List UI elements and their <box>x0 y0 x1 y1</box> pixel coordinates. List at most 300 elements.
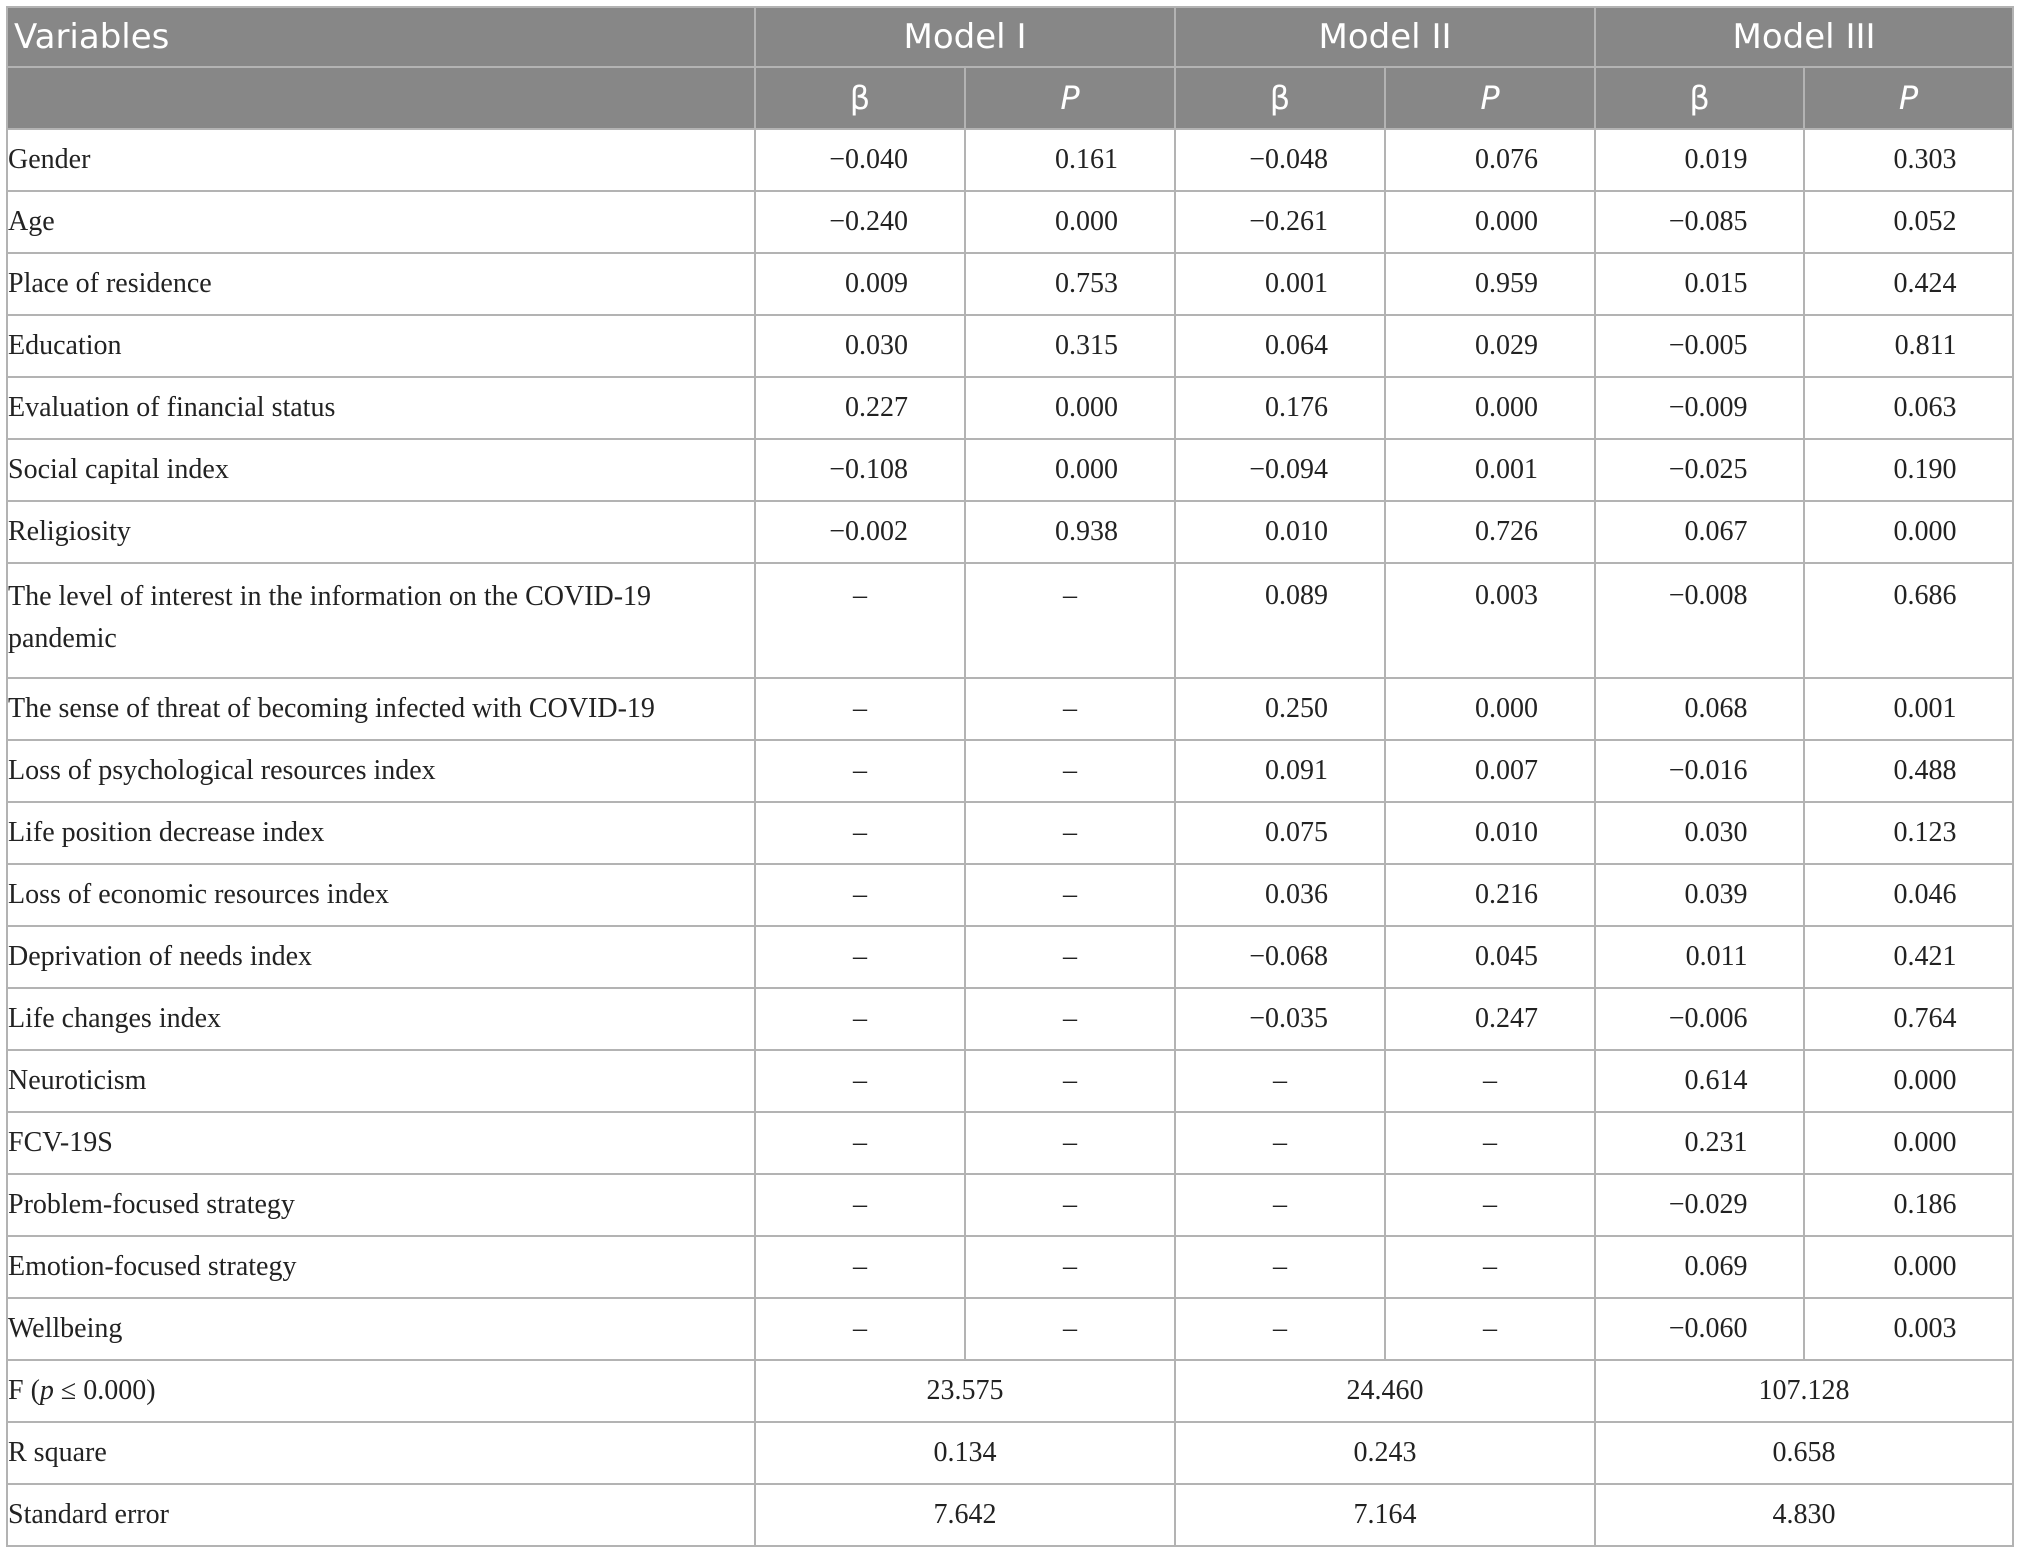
beta-value: −0.008 <box>1668 580 1748 611</box>
p-value-cell <box>1804 315 2013 377</box>
p-value-cell <box>1804 377 2013 439</box>
beta-header: β <box>1595 67 1804 129</box>
p-header: P <box>1804 67 2013 129</box>
beta-value: −0.108 <box>829 454 908 485</box>
p-value: 0.726 <box>1475 516 1539 547</box>
p-value-cell <box>1385 191 1595 253</box>
table-row <box>7 501 2013 563</box>
beta-cell <box>755 315 965 377</box>
p-value-cell <box>965 926 1175 988</box>
p-value-cell <box>965 988 1175 1050</box>
p-value-cell <box>1804 1236 2013 1298</box>
table-body <box>7 129 2013 1546</box>
beta-value: – <box>853 1127 867 1158</box>
table-row <box>7 988 2013 1050</box>
table-row <box>7 439 2013 501</box>
beta-cell <box>1175 802 1385 864</box>
beta-value: – <box>853 1065 867 1096</box>
p-value: 0.123 <box>1893 817 1957 848</box>
beta-value: 0.068 <box>1684 693 1748 724</box>
f-value-model-2: 24.460 <box>1175 1360 1595 1422</box>
p-value-cell <box>1385 1112 1595 1174</box>
beta-cell <box>755 678 965 740</box>
beta-value: 0.250 <box>1265 693 1329 724</box>
beta-cell <box>755 988 965 1050</box>
p-value: 0.000 <box>1893 1065 1957 1096</box>
table-row <box>7 377 2013 439</box>
beta-cell <box>1595 1050 1804 1112</box>
p-value: 0.686 <box>1893 580 1957 611</box>
p-value: – <box>1063 879 1077 910</box>
p-value: – <box>1063 1065 1077 1096</box>
p-value: 0.003 <box>1475 580 1539 611</box>
table-row <box>7 864 2013 926</box>
p-value-cell <box>965 191 1175 253</box>
p-value: – <box>1063 1003 1077 1034</box>
p-value: 0.247 <box>1475 1003 1539 1034</box>
table-header <box>7 7 2013 129</box>
p-value: 0.007 <box>1475 755 1539 786</box>
r-square-row <box>7 1422 2013 1484</box>
r-square-model-2: 0.243 <box>1175 1422 1595 1484</box>
p-value: 0.000 <box>1893 516 1957 547</box>
variables-header: Variables <box>7 7 755 67</box>
model-2-header: Model II <box>1175 7 1595 67</box>
p-value: 0.000 <box>1893 1251 1957 1282</box>
p-value-cell <box>965 129 1175 191</box>
beta-cell <box>1175 129 1385 191</box>
table-row <box>7 1050 2013 1112</box>
beta-cell <box>755 253 965 315</box>
standard-error-row <box>7 1484 2013 1546</box>
p-value: 0.045 <box>1475 941 1539 972</box>
beta-value: 0.091 <box>1265 755 1329 786</box>
p-value-cell <box>965 1050 1175 1112</box>
p-value-cell <box>1385 926 1595 988</box>
beta-cell <box>1175 1236 1385 1298</box>
beta-value: −0.025 <box>1668 454 1748 485</box>
p-value: 0.764 <box>1893 1003 1957 1034</box>
p-value: 0.001 <box>1475 454 1539 485</box>
beta-cell <box>1595 439 1804 501</box>
beta-value: 0.009 <box>845 268 908 299</box>
p-value-cell <box>1804 988 2013 1050</box>
standard-error-label: Standard error <box>7 1484 755 1546</box>
table-row <box>7 563 2013 678</box>
beta-cell <box>1175 988 1385 1050</box>
variable-label: FCV-19S <box>7 1112 755 1174</box>
variable-label: Loss of psychological resources index <box>7 740 755 802</box>
p-value-cell <box>1385 315 1595 377</box>
beta-value: – <box>1273 1189 1288 1220</box>
p-value: 0.421 <box>1893 941 1957 972</box>
beta-value: 0.176 <box>1265 392 1329 423</box>
p-value-cell <box>1804 1298 2013 1360</box>
table-row <box>7 1236 2013 1298</box>
table-row <box>7 802 2013 864</box>
p-value-cell <box>965 802 1175 864</box>
p-value: – <box>1483 1313 1498 1344</box>
beta-cell <box>1595 864 1804 926</box>
r-square-label: R square <box>7 1422 755 1484</box>
p-value-cell <box>1385 1236 1595 1298</box>
variable-label: Education <box>7 315 755 377</box>
p-value-cell <box>1385 1298 1595 1360</box>
beta-value: −0.006 <box>1668 1003 1748 1034</box>
variable-label: Religiosity <box>7 501 755 563</box>
beta-value: – <box>853 580 867 611</box>
variable-label: Wellbeing <box>7 1298 755 1360</box>
p-header: P <box>965 67 1175 129</box>
beta-value: −0.040 <box>829 144 908 175</box>
beta-value: – <box>1273 1065 1288 1096</box>
p-value-cell <box>965 864 1175 926</box>
p-value: 0.000 <box>1055 454 1118 485</box>
beta-cell <box>755 1050 965 1112</box>
p-value: – <box>1063 693 1077 724</box>
beta-value: −0.002 <box>829 516 908 547</box>
beta-cell <box>755 377 965 439</box>
f-statistic-label <box>7 1360 755 1422</box>
beta-cell <box>1175 1050 1385 1112</box>
beta-value: 0.030 <box>1684 817 1748 848</box>
p-value-cell <box>1385 988 1595 1050</box>
p-value-cell <box>1804 740 2013 802</box>
p-value: 0.052 <box>1893 206 1957 237</box>
p-value-cell <box>965 439 1175 501</box>
p-value: 0.811 <box>1894 330 1957 361</box>
beta-cell <box>755 191 965 253</box>
beta-value: – <box>853 1003 867 1034</box>
beta-value: −0.009 <box>1668 392 1748 423</box>
beta-value: 0.069 <box>1684 1251 1748 1282</box>
table-row <box>7 315 2013 377</box>
beta-header: β <box>1175 67 1385 129</box>
beta-cell <box>1595 926 1804 988</box>
table-row <box>7 253 2013 315</box>
beta-cell <box>1595 501 1804 563</box>
beta-value: 0.001 <box>1265 268 1329 299</box>
p-value: 0.000 <box>1893 1127 1957 1158</box>
p-value-cell <box>965 253 1175 315</box>
p-value: – <box>1063 1189 1077 1220</box>
p-value: 0.303 <box>1893 144 1957 175</box>
beta-value: −0.085 <box>1668 206 1748 237</box>
beta-cell <box>1175 563 1385 678</box>
variable-label: Social capital index <box>7 439 755 501</box>
beta-cell <box>1175 377 1385 439</box>
beta-value: −0.060 <box>1668 1313 1748 1344</box>
p-value-cell <box>965 740 1175 802</box>
beta-cell <box>755 563 965 678</box>
beta-cell <box>1595 129 1804 191</box>
beta-value: – <box>853 879 867 910</box>
beta-cell <box>1595 988 1804 1050</box>
p-value: 0.010 <box>1475 817 1539 848</box>
beta-cell <box>1595 253 1804 315</box>
variable-label: Life position decrease index <box>7 802 755 864</box>
beta-cell <box>1175 253 1385 315</box>
stat-header-row <box>7 67 2013 129</box>
beta-cell <box>1595 802 1804 864</box>
beta-cell <box>1175 315 1385 377</box>
p-value-cell <box>1804 678 2013 740</box>
p-value: – <box>1483 1189 1498 1220</box>
p-value: – <box>1483 1065 1498 1096</box>
p-value-cell <box>1804 253 2013 315</box>
p-value: – <box>1063 817 1077 848</box>
p-value-cell <box>1804 563 2013 678</box>
p-value: – <box>1483 1127 1498 1158</box>
beta-value: −0.048 <box>1249 144 1329 175</box>
beta-value: −0.094 <box>1249 454 1329 485</box>
p-value-cell <box>1385 740 1595 802</box>
p-value-cell <box>1804 129 2013 191</box>
f-label-p: p <box>39 1375 54 1406</box>
beta-value: 0.067 <box>1684 516 1748 547</box>
p-value: 0.000 <box>1475 693 1539 724</box>
beta-value: 0.227 <box>845 392 908 423</box>
p-value-cell <box>965 678 1175 740</box>
beta-cell <box>1595 1112 1804 1174</box>
p-value-cell <box>965 315 1175 377</box>
variable-label: Emotion-focused strategy <box>7 1236 755 1298</box>
beta-value: 0.614 <box>1684 1065 1748 1096</box>
p-value: 0.076 <box>1475 144 1539 175</box>
variable-label: Gender <box>7 129 755 191</box>
p-value-cell <box>1804 439 2013 501</box>
empty-header-cell <box>7 67 755 129</box>
variable-label: Age <box>7 191 755 253</box>
p-value: 0.753 <box>1055 268 1118 299</box>
beta-value: −0.068 <box>1249 941 1329 972</box>
beta-cell <box>755 129 965 191</box>
p-value-cell <box>965 1112 1175 1174</box>
p-value-cell <box>1804 926 2013 988</box>
beta-value: – <box>1273 1127 1288 1158</box>
beta-value: – <box>853 755 867 786</box>
standard-error-model-1: 7.642 <box>755 1484 1175 1546</box>
variable-label: Neuroticism <box>7 1050 755 1112</box>
beta-value: 0.039 <box>1684 879 1748 910</box>
p-value: – <box>1063 1251 1077 1282</box>
p-value-cell <box>1804 1050 2013 1112</box>
beta-value: – <box>853 693 867 724</box>
p-value-cell <box>1804 864 2013 926</box>
p-value-cell <box>965 1236 1175 1298</box>
beta-value: −0.240 <box>829 206 908 237</box>
beta-value: 0.089 <box>1265 580 1329 611</box>
f-value-model-1: 23.575 <box>755 1360 1175 1422</box>
beta-value: 0.231 <box>1684 1127 1748 1158</box>
beta-cell <box>1175 439 1385 501</box>
p-value-cell <box>1385 439 1595 501</box>
p-value: 0.003 <box>1893 1313 1957 1344</box>
p-value: 0.424 <box>1893 268 1957 299</box>
variable-label: Place of residence <box>7 253 755 315</box>
p-value-cell <box>1385 129 1595 191</box>
p-value: 0.959 <box>1475 268 1539 299</box>
p-value-cell <box>1385 1174 1595 1236</box>
beta-cell <box>1175 926 1385 988</box>
p-value-cell <box>965 1174 1175 1236</box>
beta-cell <box>1595 191 1804 253</box>
beta-cell <box>1175 1174 1385 1236</box>
beta-cell <box>1595 740 1804 802</box>
variable-label: Life changes index <box>7 988 755 1050</box>
model-1-header: Model I <box>755 7 1175 67</box>
p-value: 0.315 <box>1055 330 1118 361</box>
beta-value: 0.030 <box>845 330 908 361</box>
p-value-cell <box>1385 501 1595 563</box>
beta-value: −0.261 <box>1249 206 1329 237</box>
beta-cell <box>1175 191 1385 253</box>
beta-cell <box>1595 563 1804 678</box>
beta-value: – <box>1273 1251 1288 1282</box>
table-row <box>7 926 2013 988</box>
beta-cell <box>755 439 965 501</box>
p-value: 0.001 <box>1893 693 1957 724</box>
p-value-cell <box>1804 1174 2013 1236</box>
standard-error-model-3: 4.830 <box>1595 1484 2013 1546</box>
table-row <box>7 1174 2013 1236</box>
beta-value: −0.016 <box>1668 755 1748 786</box>
beta-cell <box>1175 678 1385 740</box>
p-value-cell <box>1804 802 2013 864</box>
p-value-cell <box>965 563 1175 678</box>
beta-cell <box>755 926 965 988</box>
p-value-cell <box>1385 253 1595 315</box>
p-value-cell <box>1385 802 1595 864</box>
model-3-header: Model III <box>1595 7 2013 67</box>
p-value: 0.000 <box>1475 392 1539 423</box>
p-value: 0.046 <box>1893 879 1957 910</box>
p-value-cell <box>1385 377 1595 439</box>
beta-value: 0.019 <box>1684 144 1748 175</box>
p-value-cell <box>1385 1050 1595 1112</box>
p-value: – <box>1063 1127 1077 1158</box>
f-label-suffix: ≤ 0.000) <box>53 1375 156 1406</box>
p-value: – <box>1063 755 1077 786</box>
beta-value: – <box>853 817 867 848</box>
table-row <box>7 129 2013 191</box>
beta-value: −0.035 <box>1249 1003 1329 1034</box>
beta-value: −0.029 <box>1668 1189 1748 1220</box>
variable-label: Evaluation of financial status <box>7 377 755 439</box>
p-value: 0.161 <box>1055 144 1118 175</box>
beta-cell <box>755 1112 965 1174</box>
beta-cell <box>755 501 965 563</box>
beta-cell <box>755 864 965 926</box>
beta-value: 0.075 <box>1265 817 1329 848</box>
beta-cell <box>1595 678 1804 740</box>
table-row <box>7 191 2013 253</box>
table-row <box>7 740 2013 802</box>
f-label-prefix: F ( <box>8 1375 40 1406</box>
p-value: 0.000 <box>1475 206 1539 237</box>
f-value-model-3: 107.128 <box>1595 1360 2013 1422</box>
beta-value: 0.010 <box>1265 516 1329 547</box>
f-statistic-row <box>7 1360 2013 1422</box>
p-value: 0.063 <box>1893 392 1957 423</box>
variable-label: The sense of threat of becoming infected with COVID-19 <box>7 678 755 740</box>
model-header-row <box>7 7 2013 67</box>
beta-cell <box>755 1174 965 1236</box>
beta-value: – <box>853 1313 867 1344</box>
table-row <box>7 678 2013 740</box>
variable-label: Problem-focused strategy <box>7 1174 755 1236</box>
beta-cell <box>1175 740 1385 802</box>
p-value: 0.190 <box>1893 454 1957 485</box>
beta-header: β <box>755 67 965 129</box>
beta-cell <box>1175 1298 1385 1360</box>
beta-value: – <box>1273 1313 1288 1344</box>
regression-table <box>6 6 2014 1547</box>
beta-value: 0.036 <box>1265 879 1329 910</box>
variable-label: Loss of economic resources index <box>7 864 755 926</box>
beta-value: 0.015 <box>1684 268 1748 299</box>
beta-value: – <box>853 1189 867 1220</box>
beta-cell <box>755 1298 965 1360</box>
p-value: 0.216 <box>1475 879 1539 910</box>
beta-cell <box>1595 1174 1804 1236</box>
p-value: 0.186 <box>1893 1189 1957 1220</box>
p-header: P <box>1385 67 1595 129</box>
p-value: 0.000 <box>1055 206 1118 237</box>
table-row <box>7 1112 2013 1174</box>
p-value: – <box>1063 941 1077 972</box>
p-value-cell <box>1385 864 1595 926</box>
p-value: 0.488 <box>1893 755 1957 786</box>
variable-label: The level of interest in the information on the COVID-19 pandemic <box>7 563 755 678</box>
variable-label: Deprivation of needs index <box>7 926 755 988</box>
beta-cell <box>1175 864 1385 926</box>
r-square-model-1: 0.134 <box>755 1422 1175 1484</box>
p-value: 0.938 <box>1055 516 1118 547</box>
r-square-model-3: 0.658 <box>1595 1422 2013 1484</box>
beta-cell <box>755 802 965 864</box>
p-value: 0.029 <box>1475 330 1539 361</box>
beta-cell <box>755 1236 965 1298</box>
standard-error-model-2: 7.164 <box>1175 1484 1595 1546</box>
beta-value: 0.011 <box>1685 941 1748 972</box>
p-value-cell <box>965 1298 1175 1360</box>
beta-cell <box>755 740 965 802</box>
p-value-cell <box>1385 678 1595 740</box>
beta-value: – <box>853 1251 867 1282</box>
table-row <box>7 1298 2013 1360</box>
beta-value: 0.064 <box>1265 330 1329 361</box>
p-value: – <box>1063 580 1077 611</box>
beta-cell <box>1595 377 1804 439</box>
p-value-cell <box>965 377 1175 439</box>
beta-cell <box>1595 315 1804 377</box>
p-value-cell <box>1385 563 1595 678</box>
beta-value: – <box>853 941 867 972</box>
p-value-cell <box>1804 1112 2013 1174</box>
p-value: – <box>1483 1251 1498 1282</box>
p-value: – <box>1063 1313 1077 1344</box>
p-value-cell <box>1804 191 2013 253</box>
p-value-cell <box>965 501 1175 563</box>
p-value-cell <box>1804 501 2013 563</box>
beta-cell <box>1175 1112 1385 1174</box>
beta-cell <box>1595 1236 1804 1298</box>
beta-cell <box>1175 501 1385 563</box>
beta-value: −0.005 <box>1668 330 1748 361</box>
beta-cell <box>1595 1298 1804 1360</box>
p-value: 0.000 <box>1055 392 1118 423</box>
